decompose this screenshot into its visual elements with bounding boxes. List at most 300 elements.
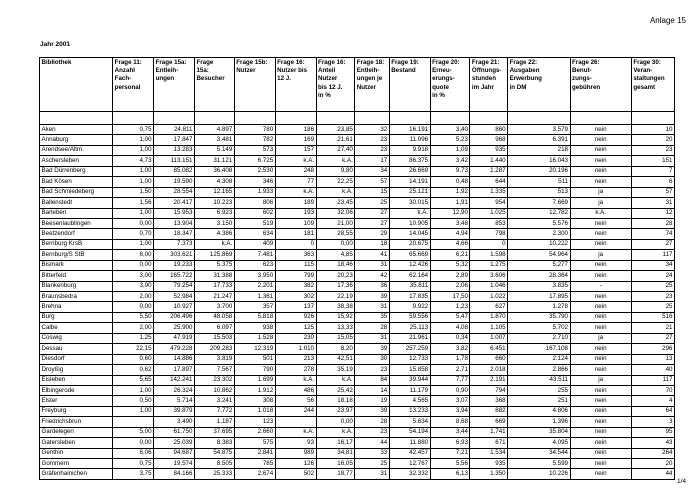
value-cell: 16.191 bbox=[389, 125, 430, 135]
column-header-line: Nutzer bbox=[356, 83, 377, 91]
column-header bbox=[430, 58, 470, 112]
value-cell: 3,44 bbox=[430, 427, 470, 437]
value-cell: 151 bbox=[631, 156, 674, 166]
value-cell: 209.283 bbox=[194, 344, 234, 354]
value-cell: nein bbox=[570, 438, 631, 448]
column-header-line: erungs- bbox=[432, 75, 455, 83]
value-cell: 573 bbox=[234, 145, 275, 155]
value-cell: 113.151 bbox=[154, 156, 195, 166]
value-cell: 34,81 bbox=[316, 448, 355, 458]
value-cell: 25.900 bbox=[154, 323, 195, 333]
value-cell: 20 bbox=[631, 459, 674, 469]
value-cell: 989 bbox=[275, 448, 316, 458]
value-cell: 9.922 bbox=[389, 302, 430, 312]
library-name-cell: Bismark bbox=[40, 260, 113, 270]
value-cell: 206.496 bbox=[154, 312, 195, 322]
column-header-line: Frage 19: bbox=[391, 59, 419, 66]
value-cell: 27 bbox=[631, 333, 674, 343]
value-cell: nein bbox=[570, 469, 631, 479]
value-cell: 7.669 bbox=[508, 198, 570, 208]
value-cell: nein bbox=[570, 427, 631, 437]
value-cell: 0,70 bbox=[113, 229, 154, 239]
table-row bbox=[40, 208, 675, 218]
value-cell: 31 bbox=[355, 469, 389, 479]
value-cell: 511 bbox=[508, 177, 570, 187]
library-name-cell: Gatersleben bbox=[40, 438, 113, 448]
value-cell: 1.187 bbox=[194, 417, 234, 427]
table-row bbox=[40, 292, 675, 302]
value-cell: 44 bbox=[355, 438, 389, 448]
value-cell: 935 bbox=[470, 145, 508, 155]
value-cell: 23 bbox=[631, 292, 674, 302]
value-cell: 25 bbox=[631, 281, 674, 291]
value-cell: 0,75 bbox=[113, 125, 154, 135]
column-header bbox=[355, 58, 389, 112]
value-cell: 42,51 bbox=[316, 354, 355, 364]
value-cell: 1,91 bbox=[430, 198, 470, 208]
value-cell: 0,90 bbox=[430, 385, 470, 395]
column-header-line: Frage bbox=[196, 59, 214, 66]
value-cell: 6 bbox=[631, 177, 674, 187]
value-cell: 15,92 bbox=[316, 312, 355, 322]
value-cell: 21.961 bbox=[389, 333, 430, 343]
column-header-line: Besucher bbox=[196, 75, 225, 83]
value-cell: 16.043 bbox=[508, 156, 570, 166]
value-cell: nein bbox=[570, 448, 631, 458]
library-name-cell: Freyburg bbox=[40, 406, 113, 416]
column-header-line: Frage 22: bbox=[509, 59, 538, 66]
library-name-cell: Braunsbedra bbox=[40, 292, 113, 302]
value-cell: 167.108 bbox=[508, 344, 570, 354]
empty-cell bbox=[470, 112, 508, 125]
empty-cell bbox=[316, 112, 355, 125]
value-cell: nein bbox=[570, 292, 631, 302]
value-cell: 15.858 bbox=[389, 365, 430, 375]
empty-cell bbox=[113, 112, 154, 125]
value-cell: 24 bbox=[631, 271, 674, 281]
value-cell: 6.725 bbox=[234, 156, 275, 166]
value-cell: 409 bbox=[234, 239, 275, 249]
column-header-line: stunden bbox=[471, 75, 496, 83]
column-header-line: staltungen bbox=[633, 75, 665, 83]
value-cell: 25.333 bbox=[194, 469, 234, 479]
value-cell: 17.897 bbox=[154, 365, 195, 375]
value-cell: nein bbox=[570, 396, 631, 406]
value-cell: nein bbox=[570, 312, 631, 322]
value-cell: 244 bbox=[275, 406, 316, 416]
column-header-line: Erwerbung bbox=[509, 75, 542, 83]
table-row bbox=[40, 145, 675, 155]
value-cell: 1,00 bbox=[113, 166, 154, 176]
value-cell: 27 bbox=[631, 239, 674, 249]
value-cell: 31 bbox=[355, 260, 389, 270]
value-cell: 12.782 bbox=[508, 208, 570, 218]
column-header-line: quote bbox=[432, 83, 449, 91]
value-cell: 1.007 bbox=[470, 333, 508, 343]
column-header-line: Frage 11: bbox=[114, 59, 142, 66]
value-cell: 264 bbox=[631, 448, 674, 458]
value-cell: 251 bbox=[508, 396, 570, 406]
value-cell: 1,50 bbox=[113, 187, 154, 197]
value-cell: nein bbox=[570, 177, 631, 187]
value-cell: 43.511 bbox=[508, 375, 570, 385]
value-cell: 2.530 bbox=[234, 166, 275, 176]
value-cell: 21.247 bbox=[194, 292, 234, 302]
value-cell: 1,00 bbox=[113, 135, 154, 145]
value-cell: 35 bbox=[355, 312, 389, 322]
value-cell: 501 bbox=[234, 354, 275, 364]
value-cell: 13.233 bbox=[389, 406, 430, 416]
value-cell: 64 bbox=[631, 406, 674, 416]
value-cell: 19 bbox=[355, 396, 389, 406]
value-cell: 1.534 bbox=[470, 448, 508, 458]
value-cell: 6,21 bbox=[430, 250, 470, 260]
table-row bbox=[40, 427, 675, 437]
value-cell: 3.579 bbox=[508, 125, 570, 135]
table-row bbox=[40, 385, 675, 395]
value-cell: 28.364 bbox=[508, 271, 570, 281]
value-cell: 1.046 bbox=[470, 281, 508, 291]
value-cell: 13.283 bbox=[154, 145, 195, 155]
empty-cell bbox=[631, 112, 674, 125]
value-cell: 4.806 bbox=[508, 406, 570, 416]
value-cell: 94.687 bbox=[154, 448, 195, 458]
value-cell: 782 bbox=[234, 135, 275, 145]
column-header bbox=[631, 58, 674, 112]
value-cell: k.A. bbox=[316, 375, 355, 385]
value-cell: 0,75 bbox=[113, 459, 154, 469]
value-cell: 3.950 bbox=[234, 271, 275, 281]
column-header-line: Frage 18: bbox=[356, 59, 385, 66]
value-cell: 17.895 bbox=[508, 292, 570, 302]
value-cell: 36.408 bbox=[194, 166, 234, 176]
value-cell: 22,19 bbox=[316, 292, 355, 302]
value-cell: 6.097 bbox=[194, 323, 234, 333]
column-header-line: Entleih- bbox=[155, 67, 179, 75]
value-cell: 35.804 bbox=[508, 427, 570, 437]
value-cell: 7,77 bbox=[430, 375, 470, 385]
value-cell: 14 bbox=[355, 385, 389, 395]
value-cell: 117 bbox=[631, 375, 674, 385]
value-cell: 502 bbox=[275, 469, 316, 479]
value-cell: 31.121 bbox=[194, 156, 234, 166]
value-cell: 346 bbox=[234, 177, 275, 187]
column-header-line: Erneu- bbox=[432, 67, 452, 75]
value-cell: k.A. bbox=[316, 427, 355, 437]
value-cell: 15 bbox=[355, 187, 389, 197]
value-cell: nein bbox=[570, 166, 631, 176]
value-cell: 70 bbox=[631, 385, 674, 395]
column-header-line: Frage 15a: bbox=[155, 59, 187, 66]
value-cell: 1,92 bbox=[430, 187, 470, 197]
column-header-line: Anzahl bbox=[114, 67, 135, 75]
value-cell: 20.417 bbox=[154, 198, 195, 208]
table-row bbox=[40, 459, 675, 469]
value-cell: 5,32 bbox=[430, 260, 470, 270]
value-cell: 3,75 bbox=[113, 469, 154, 479]
value-cell: 28,55 bbox=[316, 229, 355, 239]
value-cell: 794 bbox=[470, 385, 508, 395]
column-header-line: Anteil bbox=[318, 67, 336, 75]
value-cell: 0,48 bbox=[430, 177, 470, 187]
value-cell: 3,94 bbox=[430, 406, 470, 416]
value-cell: 4.897 bbox=[194, 125, 234, 135]
value-cell: 3 bbox=[631, 417, 674, 427]
value-cell: 31.388 bbox=[194, 271, 234, 281]
value-cell: 926 bbox=[275, 312, 316, 322]
value-cell: 3,00 bbox=[113, 271, 154, 281]
value-cell: 52.984 bbox=[154, 292, 195, 302]
library-name-cell: Dessau bbox=[40, 344, 113, 354]
column-header-line: bis 12 J. bbox=[318, 83, 343, 91]
value-cell: 3,40 bbox=[430, 125, 470, 135]
library-name-cell: Gommern bbox=[40, 459, 113, 469]
value-cell: 1.018 bbox=[234, 406, 275, 416]
value-cell: 1.528 bbox=[234, 333, 275, 343]
value-cell: 1.396 bbox=[508, 417, 570, 427]
empty-cell bbox=[508, 112, 570, 125]
value-cell: nein bbox=[570, 365, 631, 375]
value-cell: 23,97 bbox=[316, 406, 355, 416]
column-header-line: Fach- bbox=[114, 75, 132, 83]
value-cell: 20.675 bbox=[389, 239, 430, 249]
value-cell: 6,00 bbox=[113, 250, 154, 260]
column-header-line: Frage 16: bbox=[277, 59, 305, 66]
value-cell: 36 bbox=[355, 281, 389, 291]
value-cell: 3.481 bbox=[194, 135, 234, 145]
value-cell: 218 bbox=[508, 145, 570, 155]
value-cell: 7.772 bbox=[194, 406, 234, 416]
table-row bbox=[40, 156, 675, 166]
value-cell: k.A. bbox=[275, 375, 316, 385]
value-cell: 84 bbox=[355, 375, 389, 385]
value-cell: 1.275 bbox=[470, 260, 508, 270]
table-row bbox=[40, 344, 675, 354]
value-cell: 6,93 bbox=[430, 438, 470, 448]
value-cell: k.A. bbox=[389, 208, 430, 218]
table-row bbox=[40, 218, 675, 228]
value-cell: 3.490 bbox=[154, 417, 195, 427]
value-cell: 308 bbox=[234, 396, 275, 406]
value-cell: 54.964 bbox=[508, 250, 570, 260]
column-header bbox=[570, 58, 631, 112]
value-cell: 18,77 bbox=[316, 469, 355, 479]
value-cell: 2,00 bbox=[113, 292, 154, 302]
value-cell: 20.196 bbox=[508, 166, 570, 176]
value-cell: 634 bbox=[234, 229, 275, 239]
value-cell: 6,06 bbox=[113, 448, 154, 458]
value-cell: 2.660 bbox=[234, 427, 275, 437]
value-cell: 86.375 bbox=[389, 156, 430, 166]
value-cell: 1,00 bbox=[113, 406, 154, 416]
value-cell: 2.300 bbox=[508, 229, 570, 239]
library-name-cell: Bitterfeld bbox=[40, 271, 113, 281]
value-cell: 935 bbox=[470, 459, 508, 469]
value-cell: 671 bbox=[470, 438, 508, 448]
value-cell: 4.386 bbox=[194, 229, 234, 239]
value-cell: 1.440 bbox=[470, 156, 508, 166]
value-cell: 0,34 bbox=[430, 333, 470, 343]
library-name-cell: Beesenlaublingen bbox=[40, 218, 113, 228]
value-cell: 3.700 bbox=[194, 302, 234, 312]
value-cell: 15.953 bbox=[154, 208, 195, 218]
value-cell: 1,23 bbox=[430, 302, 470, 312]
value-cell: 3.819 bbox=[194, 354, 234, 364]
value-cell: 230 bbox=[275, 333, 316, 343]
value-cell: 278 bbox=[275, 365, 316, 375]
table-row bbox=[40, 469, 675, 479]
value-cell: 8.505 bbox=[194, 459, 234, 469]
value-cell: 1,00 bbox=[113, 177, 154, 187]
value-cell: 1,00 bbox=[113, 208, 154, 218]
value-cell: 28 bbox=[355, 323, 389, 333]
library-name-cell: Annaburg bbox=[40, 135, 113, 145]
value-cell: 35.790 bbox=[508, 312, 570, 322]
value-cell: k.A. bbox=[194, 239, 234, 249]
value-cell: 1.278 bbox=[508, 302, 570, 312]
value-cell: 357 bbox=[234, 302, 275, 312]
value-cell: 938 bbox=[234, 323, 275, 333]
library-name-cell: Calbe bbox=[40, 323, 113, 333]
value-cell: 27 bbox=[355, 218, 389, 228]
value-cell: 780 bbox=[234, 125, 275, 135]
value-cell: 513 bbox=[508, 187, 570, 197]
value-cell: 2,00 bbox=[113, 323, 154, 333]
value-cell: 23 bbox=[355, 135, 389, 145]
value-cell: ja bbox=[570, 333, 631, 343]
value-cell: 20,23 bbox=[316, 271, 355, 281]
value-cell: k.A. bbox=[570, 208, 631, 218]
value-cell: 142.241 bbox=[154, 375, 195, 385]
value-cell: 3.241 bbox=[194, 396, 234, 406]
value-cell: 806 bbox=[234, 198, 275, 208]
library-name-cell: Coswig bbox=[40, 333, 113, 343]
value-cell: 12.426 bbox=[389, 260, 430, 270]
value-cell: 34 bbox=[631, 260, 674, 270]
column-header-line: Ausgaben bbox=[509, 67, 540, 75]
table-row bbox=[40, 312, 675, 322]
value-cell: 13 bbox=[631, 354, 674, 364]
value-cell: 602 bbox=[234, 208, 275, 218]
library-name-cell: Bad Dürrenberg bbox=[40, 166, 113, 176]
value-cell: 4,85 bbox=[316, 250, 355, 260]
value-cell: 35,19 bbox=[316, 365, 355, 375]
value-cell: 74 bbox=[631, 229, 674, 239]
value-cell: 18.347 bbox=[154, 229, 195, 239]
value-cell: 5,00 bbox=[113, 427, 154, 437]
value-cell: 25 bbox=[355, 198, 389, 208]
value-cell: 1.025 bbox=[470, 208, 508, 218]
value-cell: 31 bbox=[355, 302, 389, 312]
value-cell: 12.733 bbox=[389, 354, 430, 364]
value-cell: 5.702 bbox=[508, 323, 570, 333]
table-row bbox=[40, 271, 675, 281]
value-cell: 11.880 bbox=[389, 438, 430, 448]
value-cell: 2,06 bbox=[430, 281, 470, 291]
value-cell: 0,00 bbox=[113, 302, 154, 312]
value-cell: 23 bbox=[631, 145, 674, 155]
value-cell: 31 bbox=[631, 198, 674, 208]
value-cell: 13,33 bbox=[316, 323, 355, 333]
value-cell: 296 bbox=[631, 344, 674, 354]
library-name-cell: Blankenburg bbox=[40, 281, 113, 291]
value-cell: nein bbox=[570, 417, 631, 427]
value-cell: 5.149 bbox=[194, 145, 234, 155]
value-cell: 62.164 bbox=[389, 271, 430, 281]
value-cell: 2.674 bbox=[234, 469, 275, 479]
value-cell: 84.166 bbox=[154, 469, 195, 479]
column-header-line: im Jahr bbox=[471, 83, 494, 91]
empty-cell bbox=[194, 112, 234, 125]
value-cell: 21,61 bbox=[316, 135, 355, 145]
value-cell: 4 bbox=[631, 396, 674, 406]
column-header-line: Bibliothek bbox=[41, 59, 72, 66]
value-cell: 6,13 bbox=[430, 469, 470, 479]
value-cell: 12.767 bbox=[389, 459, 430, 469]
value-cell: 3,42 bbox=[430, 156, 470, 166]
value-cell: 3,48 bbox=[430, 218, 470, 228]
column-header-line: gebühren bbox=[572, 83, 601, 91]
value-cell: 4.095 bbox=[508, 438, 570, 448]
value-cell: 14.191 bbox=[389, 177, 430, 187]
value-cell: 627 bbox=[470, 302, 508, 312]
value-cell: 2,89 bbox=[430, 271, 470, 281]
column-header-line: Nutzer bis bbox=[277, 67, 308, 75]
value-cell: 157 bbox=[275, 145, 316, 155]
column-header-line: ungen bbox=[155, 75, 175, 83]
value-cell: 1,78 bbox=[430, 354, 470, 364]
value-cell: 5.634 bbox=[389, 417, 430, 427]
value-cell: nein bbox=[570, 344, 631, 354]
value-cell: 303.621 bbox=[154, 250, 195, 260]
value-cell: 660 bbox=[470, 354, 508, 364]
value-cell: 12.319 bbox=[234, 344, 275, 354]
value-cell: 1.105 bbox=[470, 323, 508, 333]
value-cell: 18 bbox=[355, 239, 389, 249]
year-label: Jahr 2001 bbox=[40, 41, 70, 48]
value-cell: 2.018 bbox=[470, 365, 508, 375]
value-cell: 669 bbox=[470, 417, 508, 427]
value-cell: 1,25 bbox=[113, 333, 154, 343]
library-name-cell: Gräfenhainichen bbox=[40, 469, 113, 479]
value-cell: 1.350 bbox=[470, 469, 508, 479]
value-cell: ja bbox=[570, 375, 631, 385]
value-cell: 56 bbox=[275, 396, 316, 406]
value-cell: 38,38 bbox=[316, 302, 355, 312]
value-cell: 15,05 bbox=[316, 333, 355, 343]
value-cell: 28 bbox=[355, 417, 389, 427]
column-header-line: gesamt bbox=[633, 83, 656, 91]
value-cell: 33 bbox=[355, 448, 389, 458]
value-cell: 255 bbox=[508, 385, 570, 395]
value-cell: 623 bbox=[234, 260, 275, 270]
value-cell: ja bbox=[570, 198, 631, 208]
value-cell: 302 bbox=[275, 292, 316, 302]
value-cell: 1.912 bbox=[234, 385, 275, 395]
library-name-cell: Gardelegen bbox=[40, 427, 113, 437]
value-cell: 4.565 bbox=[389, 396, 430, 406]
column-header-line: Bestand bbox=[391, 67, 416, 75]
value-cell: 93 bbox=[275, 438, 316, 448]
value-cell: 23,85 bbox=[316, 125, 355, 135]
value-cell: 0,00 bbox=[113, 260, 154, 270]
value-cell: 126 bbox=[275, 459, 316, 469]
value-cell: 35.811 bbox=[389, 281, 430, 291]
value-cell: 17,50 bbox=[430, 292, 470, 302]
column-header-line: Nutzer bbox=[318, 75, 338, 83]
value-cell: 39.879 bbox=[154, 406, 195, 416]
value-cell: 32.332 bbox=[389, 469, 430, 479]
